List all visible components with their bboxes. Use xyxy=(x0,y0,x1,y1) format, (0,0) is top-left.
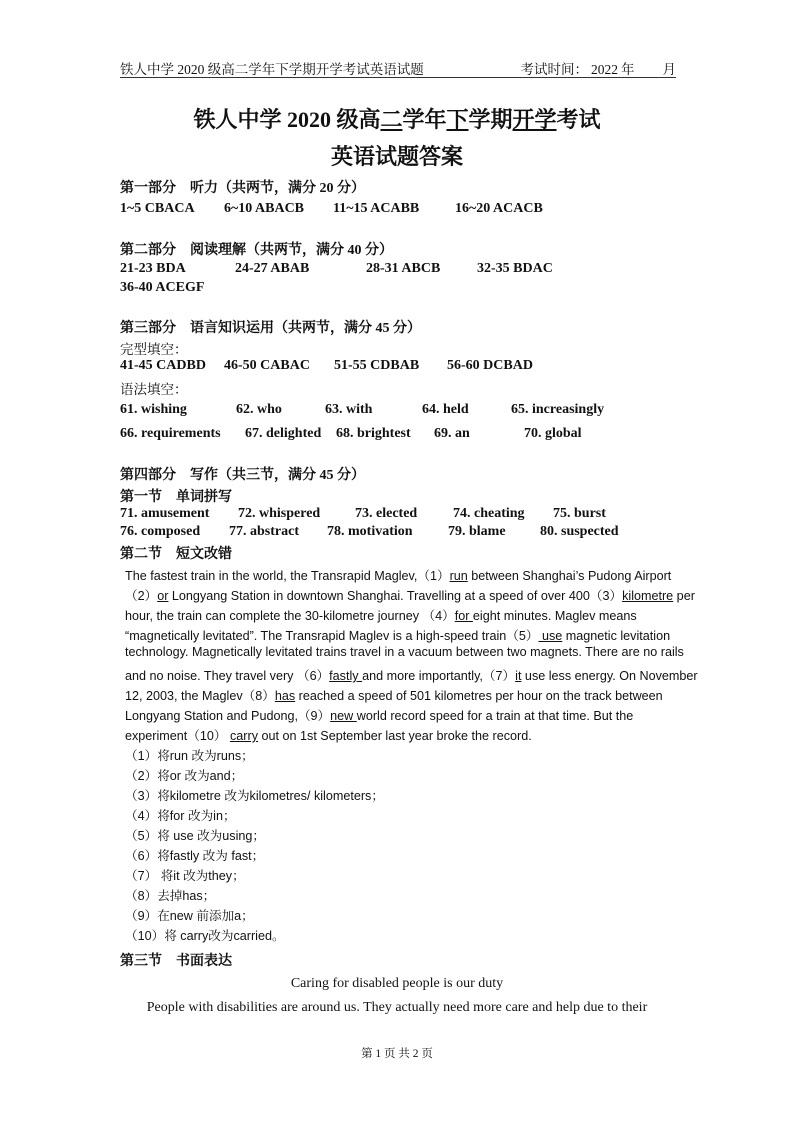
section3-heading: 第三节 书面表达 xyxy=(120,954,232,969)
answer-item: 64. held xyxy=(422,402,469,417)
answer-group: 41-45 CADBD xyxy=(120,358,206,373)
answer-item: 78. motivation xyxy=(327,524,413,539)
page-number: 第 1 页 共 2 页 xyxy=(361,1048,433,1060)
answer-item: 67. delighted xyxy=(245,426,322,441)
answer-group: 16~20 ACACB xyxy=(455,201,543,216)
essay-title: Caring for disabled people is our duty xyxy=(290,976,504,991)
correction-item: （10）将 carry改为carried。 xyxy=(125,929,285,943)
answer-item: 79. blame xyxy=(448,524,506,539)
part1-heading: 第一部分 听力（共两节，满分 20 分） xyxy=(120,181,365,196)
correction-item: （8）去掉has； xyxy=(125,889,216,903)
answer-group: 46-50 CABAC xyxy=(224,358,310,373)
cloze-label: 完型填空： xyxy=(120,342,188,357)
answer-group: 11~15 ACABB xyxy=(333,201,420,216)
passage-line: Longyang Station and Pudong,（9）new world record speed for a train at that time. But the xyxy=(125,709,634,723)
header-month-blank xyxy=(635,63,663,78)
answer-item: 66. requirements xyxy=(120,426,221,441)
answer-item: 74. cheating xyxy=(453,506,525,521)
answer-item: 65. increasingly xyxy=(511,402,605,417)
essay-text: People with disabilities are around us. They actually need more care and help due to their xyxy=(146,1000,648,1015)
answer-item: 69. an xyxy=(434,426,470,441)
correction-item: （4）将for 改为in； xyxy=(125,809,236,823)
answer-group: 28-31 ABCB xyxy=(366,261,441,276)
correction-item: （1）将run 改为runs； xyxy=(125,749,254,763)
part2-heading: 第二部分 阅读理解（共两节，满分 40 分） xyxy=(120,243,393,258)
part4-heading: 第四部分 写作（共三节，满分 45 分） xyxy=(120,468,365,483)
header-year: 2022 xyxy=(588,62,621,78)
page-subtitle: 英语试题答案 xyxy=(330,144,463,169)
running-header xyxy=(120,58,676,76)
page-title: 铁人中学 2020 级高二学年下学期开学考试 xyxy=(193,107,601,132)
correction-item: （7） 将it 改为they； xyxy=(125,869,245,883)
grammar-label: 语法填空： xyxy=(120,382,188,397)
passage-line: The fastest train in the world, the Transrapid Maglev,（1）run between Shanghai’s Pudong Airport xyxy=(125,569,672,583)
header-rule xyxy=(120,77,676,78)
section2-heading: 第二节 短文改错 xyxy=(120,547,232,562)
answer-group: 21-23 BDA xyxy=(120,261,186,276)
passage-line: experiment（10） carry out on 1st September last year broke the record. xyxy=(125,729,532,743)
answer-item: 73. elected xyxy=(355,506,418,521)
section1-heading: 第一节 单词拼写 xyxy=(120,490,232,505)
passage-line: technology. Magnetically levitated trains travel in a vacuum between two magnets. There are no rails xyxy=(125,645,684,659)
answer-item: 71. amusement xyxy=(120,506,210,521)
answer-item: 76. composed xyxy=(120,524,201,539)
passage-line: and no noise. They travel very （6）fastly and more importantly,（7）it use less energy. On November xyxy=(125,669,698,683)
answer-item: 68. brightest xyxy=(336,426,411,441)
passage-line: 12, 2003, the Maglev（8）has reached a speed of 501 kilometres per hour on the track between xyxy=(125,689,663,703)
passage-line: （2）or Longyang Station in downtown Shanghai. Travelling at a speed of over 400（3）kilometre per xyxy=(125,589,695,603)
answer-group: 36-40 ACEGF xyxy=(120,280,205,295)
answer-group: 51-55 CDBAB xyxy=(334,358,420,373)
answer-item: 61. wishing xyxy=(120,402,187,417)
header-exam-time: 考试时间： 2022 年 月 xyxy=(520,62,676,77)
passage-line: “magnetically levitated”. The Transrapid Maglev is a high-speed train（5） use magnetic levitation xyxy=(125,629,671,643)
answer-item: 72. whispered xyxy=(238,506,321,521)
answer-item: 75. burst xyxy=(553,506,606,521)
correction-item: （3）将kilometre 改为kilometres/ kilometers； xyxy=(125,789,384,803)
correction-item: （9）在new 前添加a； xyxy=(125,909,254,923)
correction-item: （6）将fastly 改为 fast； xyxy=(125,849,265,863)
answer-group: 32-35 BDAC xyxy=(477,261,553,276)
answer-item: 63. with xyxy=(325,402,373,417)
answer-item: 77. abstract xyxy=(229,524,299,539)
answer-group: 56-60 DCBAD xyxy=(447,358,533,373)
header-exam-name: 铁人中学 2020 级高二学年下学期开学考试英语试题 xyxy=(120,62,424,77)
part3-heading: 第三部分 语言知识运用（共两节，满分 45 分） xyxy=(120,321,421,336)
answer-group: 24-27 ABAB xyxy=(235,261,310,276)
answer-item: 70. global xyxy=(524,426,582,441)
correction-item: （5）将 use 改为using； xyxy=(125,829,265,843)
answer-item: 62. who xyxy=(236,402,282,417)
passage-line: hour, the train can complete the 30-kilometre journey （4）for eight minutes. Maglev means xyxy=(125,609,637,623)
correction-item: （2）将or 改为and； xyxy=(125,769,244,783)
answer-item: 80. suspected xyxy=(540,524,619,539)
answer-group: 1~5 CBACA xyxy=(120,201,195,216)
answer-group: 6~10 ABACB xyxy=(224,201,305,216)
